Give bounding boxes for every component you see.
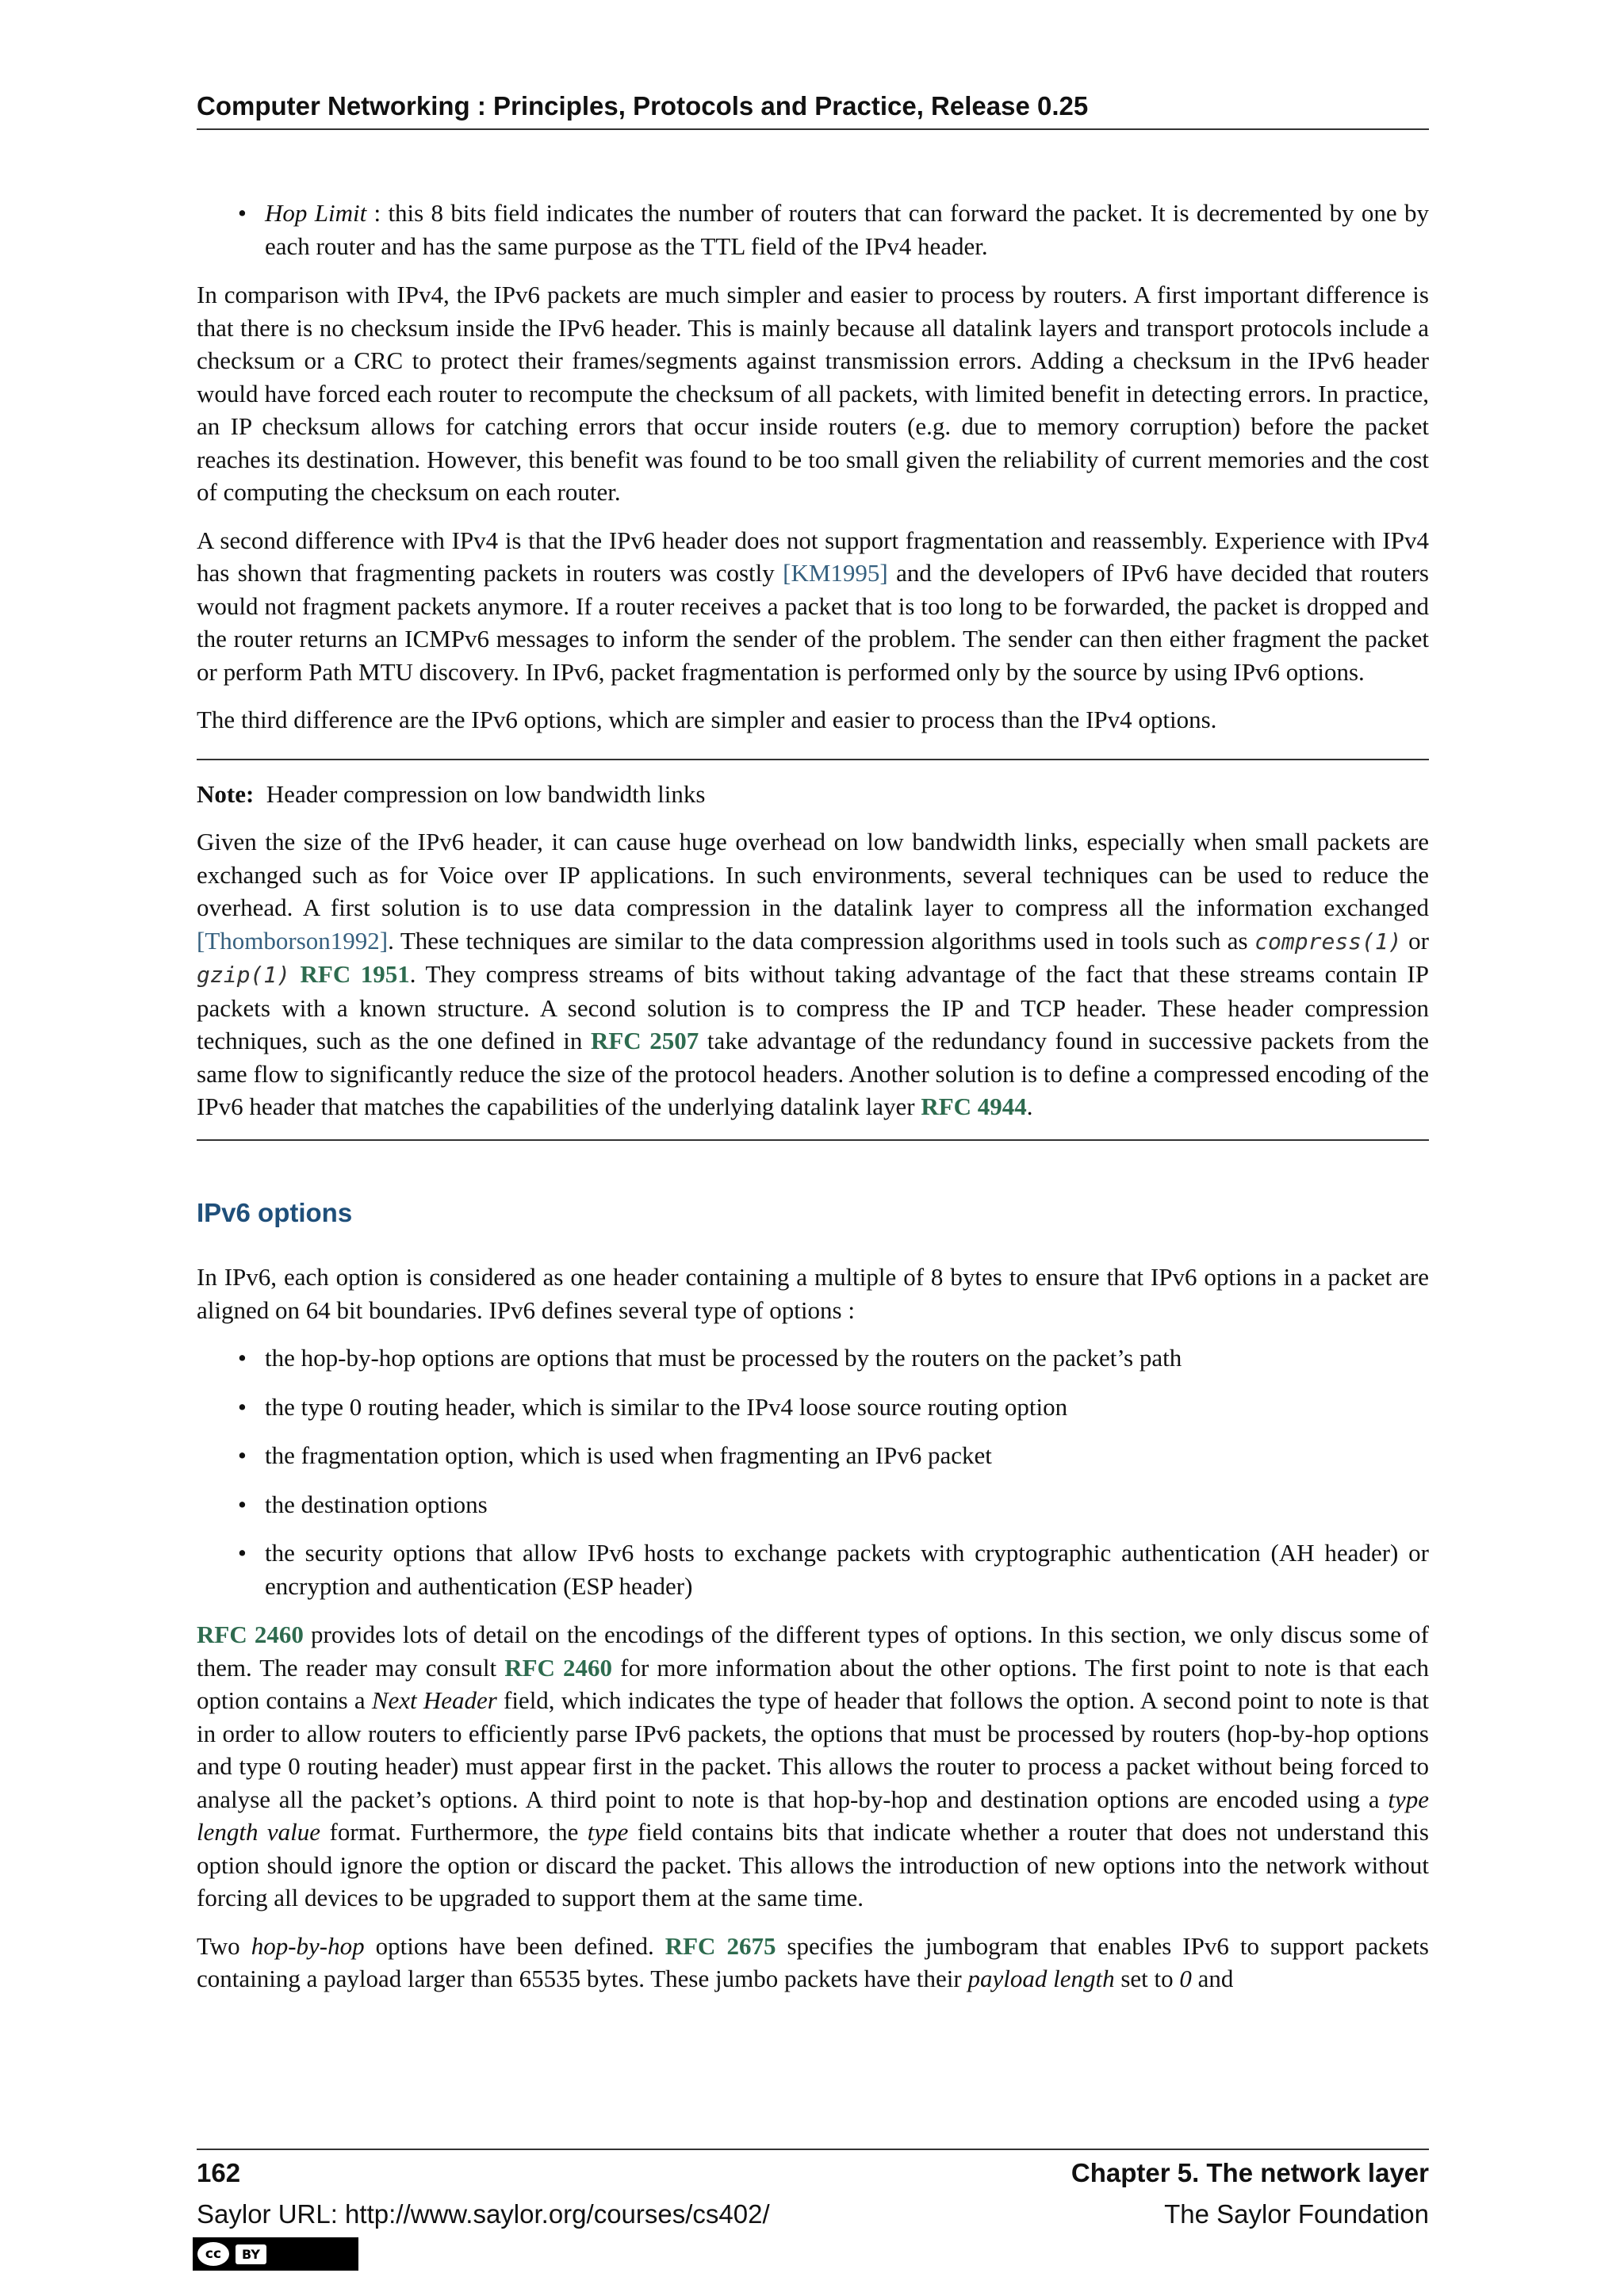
note-box bbox=[197, 759, 1429, 1141]
bullet-icon: • bbox=[238, 1441, 247, 1469]
saylor-url: Saylor URL: http://www.saylor.org/courses/cs402/ bbox=[197, 2199, 770, 2229]
cc-by-license-icon bbox=[193, 2237, 358, 2271]
chapter-title: Chapter 5. The network layer bbox=[1071, 2158, 1429, 2187]
list-item: • the security options that allow IPv6 hosts to exchange packets with cryptographic authentication (AH header) or encryption and authentication (ESP header) bbox=[197, 1536, 1429, 1602]
page-body bbox=[197, 197, 1429, 2011]
section-heading: IPv6 options bbox=[197, 1197, 353, 1227]
hop-limit-list bbox=[197, 197, 1429, 262]
paragraph: Two hop-by-hop options have been defined. RFC 2675 specifies the jumbogram that enables IPv6 to support packets containing a payload larger than 65535 bytes. These jumbo packets have their payload length set to 0 and bbox=[197, 1931, 1429, 1992]
bullet-icon: • bbox=[238, 1490, 247, 1518]
paragraph: A second difference with IPv4 is that the IPv6 header does not support fragmentation and reassembly. Experience with IPv4 has shown that fragmenting packets in routers was costly [KM1995] and the developers of IPv6 have decided that routers would not fragment packets anymore. If a router receives a packet that is too long to be forwarded, the packet is dropped and the router returns an ICMPv6 messages to inform the sender of the problem. The sender can then either fragment the packet or perform Path MTU discovery. In IPv6, packet fragmentation is performed only by the source by using IPv6 options. bbox=[197, 526, 1429, 686]
bullet-icon: • bbox=[238, 199, 247, 227]
cc-icon: cc bbox=[197, 2242, 229, 2266]
options-list bbox=[197, 1341, 1429, 1602]
running-header: Computer Networking : Principles, Protocols and Practice, Release 0.25 bbox=[197, 91, 1089, 121]
footer-rule bbox=[197, 2149, 1429, 2150]
paragraph: In comparison with IPv4, the IPv6 packets are much simpler and easier to process by routers. A first important difference is that there is no checksum inside the IPv6 header. This is mainly because all datalink layers and transport protocols include a checksum or a CRC to protect their frames/segments against transmission errors. Adding a checksum in the IPv6 header would have forced each router to recompute the checksum of all packets, with limited benefit in detecting errors. In practice, an IP checksum allows for catching errors that occur inside routers (e.g. due to memory corruption) before the packet reaches its destination. However, this benefit was found to be too small given the reliability of current memories and the cost of computing the checksum on each router. bbox=[197, 281, 1429, 506]
bullet-icon: • bbox=[238, 1539, 247, 1567]
list-item: • the hop-by-hop options are options that must be processed by the routers on the packet’s path bbox=[197, 1341, 1429, 1375]
term: Hop Limit bbox=[265, 199, 367, 227]
citation-link[interactable]: [Thomborson1992] bbox=[197, 926, 389, 955]
note-heading bbox=[197, 778, 1429, 811]
rfc-link[interactable]: RFC 1951 bbox=[300, 960, 410, 988]
rfc-link[interactable]: RFC 2675 bbox=[665, 1931, 776, 1960]
paragraph: The third difference are the IPv6 options, which are simpler and easier to process than the IPv4 options. bbox=[197, 706, 1217, 733]
rfc-link[interactable]: RFC 2460 bbox=[197, 1621, 304, 1648]
bullet-icon: • bbox=[238, 1392, 247, 1421]
header-rule bbox=[197, 128, 1429, 130]
note-title: Header compression on low bandwidth links bbox=[266, 779, 706, 808]
rfc-link[interactable]: RFC 2460 bbox=[504, 1653, 613, 1682]
bullet-icon: • bbox=[238, 1344, 247, 1372]
list-item: • the destination options bbox=[197, 1488, 1429, 1521]
rfc-link[interactable]: RFC 2507 bbox=[590, 1027, 699, 1054]
list-item: • the type 0 routing header, which is similar to the IPv4 loose source routing option bbox=[197, 1391, 1429, 1424]
list-item: • the fragmentation option, which is used when fragmenting an IPv6 packet bbox=[197, 1439, 1429, 1472]
paragraph: In IPv6, each option is considered as one header containing a multiple of 8 bytes to ensure that IPv6 options in a packet are aligned on 64 bit boundaries. IPv6 defines several type of options : bbox=[197, 1263, 1429, 1324]
saylor-foundation: The Saylor Foundation bbox=[1164, 2199, 1429, 2229]
code-literal: compress(1) bbox=[1254, 928, 1402, 955]
by-icon: BY bbox=[236, 2244, 266, 2264]
code-literal: gzip(1) bbox=[197, 962, 291, 988]
note-paragraph: Given the size of the IPv6 header, it can cause huge overhead on low bandwidth links, especially when small packets are exchanged such as for Voice over IP applications. In such environments, several techniques can be used to reduce the overhead. A first solution is to use data compression in the datalink layer to compress all the information exchanged [Thomborson1992]. These techniques are similar to the data compression algorithms used in tools such as compress(1) or gzip(1) RFC 1951. They compress streams of bits without taking advantage of the fact that these streams contain IP packets with a known structure. A second solution is to compress the IP and TCP header. These header compression techniques, such as the one defined in RFC 2507 take advantage of the redundancy found in successive packets from the same flow to significantly reduce the size of the protocol headers. Another solution is to define a compressed encoding of the IPv6 header that matches the capabilities of the underlying datalink layer RFC 4944. bbox=[197, 828, 1430, 1120]
page-number: 162 bbox=[197, 2158, 241, 2187]
rfc-link[interactable]: RFC 4944 bbox=[921, 1093, 1027, 1120]
paragraph: RFC 2460 provides lots of detail on the encodings of the different types of options. In this section, we only discus some of them. The reader may consult RFC 2460 for more information about the other options. The first point to note is that each option contains a Next Header field, which indicates the type of header that follows the option. A second point to note is that in order to allow routers to efficiently parse IPv6 packets, the options that must be processed by routers (hop-by-hop options and type 0 routing header) must appear first in the packet. This allows the router to process a packet without being forced to analyse all the packet’s options. A third point to note is that hop-by-hop and destination options are encoded using a type length value format. Furthermore, the type field contains bits that indicate whether a router that does not understand this option should ignore the option or discard the packet. This allows the introduction of new options into the network without forcing all devices to be upgraded to support them at the same time. bbox=[197, 1621, 1430, 1911]
note-label: Note: bbox=[197, 779, 255, 808]
citation-link[interactable]: [KM1995] bbox=[783, 559, 888, 587]
list-item: • Hop Limit : this 8 bits field indicates the number of routers that can forward the packet. It is decremented by one by each router and has the same purpose as the TTL field of the IPv4 header. bbox=[197, 197, 1429, 262]
